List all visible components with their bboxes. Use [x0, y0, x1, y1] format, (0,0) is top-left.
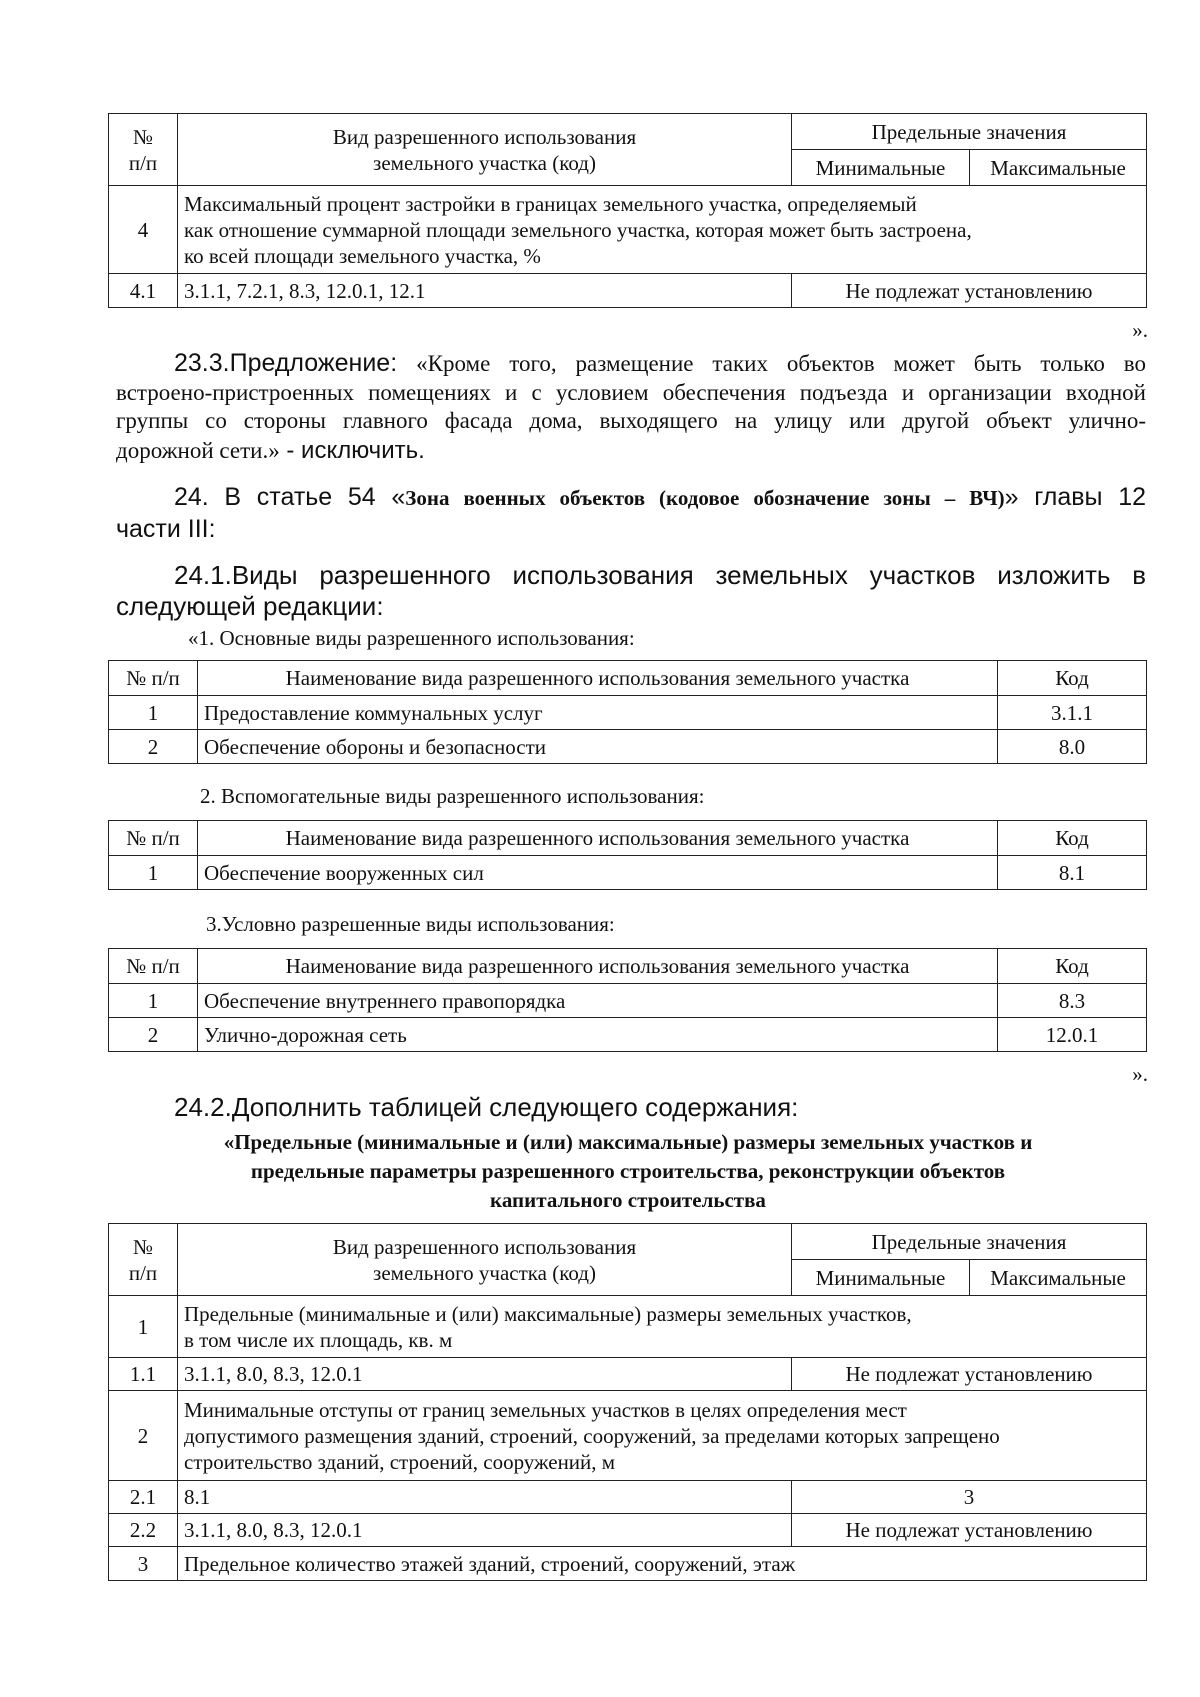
row-value: Не подлежат установлению	[792, 274, 1147, 308]
table-row: 1 Обеспечение вооруженных сил 8.1	[109, 856, 1147, 890]
section3-table	[108, 948, 1147, 1052]
paragraph-prefix: 23.3.Предложение:	[174, 349, 398, 377]
header-name: Наименование вида разрешенного использования земельного участка	[198, 821, 998, 856]
table-row: 2.1 8.1 3	[109, 1481, 1147, 1514]
table-row: 1.1 3.1.1, 8.0, 8.3, 12.0.1 Не подлежат установлению	[109, 1358, 1147, 1391]
limits-table-bottom	[108, 1223, 1147, 1581]
row-code: 3.1.1, 7.2.1, 8.3, 12.0.1, 12.1	[178, 274, 792, 308]
row-text: Максимальный процент застройки в границах земельного участка, определяемый как отношение суммарной площади земельного участка, которая может быть застроена, ко всей площади земельного участка, %	[178, 186, 1147, 274]
paragraph-23-3: 23.3.Предложение: «Кроме того, размещение таких объектов может быть только во встроено-пристроенных помещениях и с условием обеспечения подъезда и организации входной группы со стороны главного фасада дома, выходящего на улицу или другой объект улично- дорожной сети.» - исключить.	[116, 349, 1146, 464]
row-num: 4	[109, 186, 178, 274]
table-row	[109, 186, 1147, 274]
section2-table	[108, 820, 1147, 890]
table-row: 2 Улично-дорожная сеть 12.0.1	[109, 1018, 1147, 1052]
table-row: 1 Обеспечение внутреннего правопорядка 8.3	[109, 984, 1147, 1018]
header-code: Код	[998, 949, 1147, 984]
paragraph-24-1: 24.1.Виды разрешенного использования земельных участков изложить в следующей редакции:	[116, 560, 1146, 621]
header-min: Минимальные	[792, 1260, 970, 1296]
header-num: № п/п	[109, 114, 178, 186]
header-max: Максимальные	[970, 150, 1147, 186]
table-row	[109, 274, 1147, 308]
header-num: № п/п	[109, 821, 198, 856]
header-num: № п/п	[109, 661, 198, 696]
section1-table	[108, 660, 1147, 764]
close-quote: ».	[1132, 1062, 1148, 1086]
header-name: Наименование вида разрешенного использования земельного участка	[198, 661, 998, 696]
section3-title: 3.Условно разрешенные виды использования:	[206, 912, 615, 936]
row-num: 4.1	[109, 274, 178, 308]
table-row: 1 Предоставление коммунальных услуг 3.1.1	[109, 696, 1147, 730]
header-limits: Предельные значения	[792, 1224, 1147, 1260]
header-type: Вид разрешенного использования земельного участка (код)	[178, 114, 792, 186]
table-row: 2 Минимальные отступы от границ земельных участков в целях определения мест допустимого размещения зданий, строений, сооружений, за пределами которых запрещено строительство зданий, строений, сооружений, м	[109, 1391, 1147, 1481]
section1-title: «1. Основные виды разрешенного использования:	[188, 626, 635, 650]
header-name: Наименование вида разрешенного использования земельного участка	[198, 949, 998, 984]
header-min: Минимальные	[792, 150, 970, 186]
header-limits: Предельные значения	[792, 114, 1147, 150]
header-code: Код	[998, 821, 1147, 856]
header-max: Максимальные	[970, 1260, 1147, 1296]
bottom-table-title: «Предельные (минимальные и (или) максимальные) размеры земельных участков и предельные параметры разрешенного строительства, реконструкции объектов капитального строительства	[223, 1130, 1033, 1212]
limits-table-top	[108, 113, 1147, 308]
header-num: № п/п	[109, 1224, 178, 1296]
paragraph-24: 24. В статье 54 «Зона военных объектов (кодовое обозначение зоны – ВЧ)» главы 12 части III:	[116, 483, 1146, 543]
paragraph-24-2: 24.2.Дополнить таблицей следующего содержания:	[174, 1092, 799, 1122]
table-row: 1 Предельные (минимальные и (или) максимальные) размеры земельных участков, в том числе их площадь, кв. м	[109, 1296, 1147, 1358]
header-code: Код	[998, 661, 1147, 696]
table-row: 2 Обеспечение обороны и безопасности 8.0	[109, 730, 1147, 764]
table-row: 3 Предельное количество этажей зданий, строений, сооружений, этаж	[109, 1547, 1147, 1581]
header-num: № п/п	[109, 949, 198, 984]
header-type: Вид разрешенного использования земельного участка (код)	[178, 1224, 792, 1296]
section2-title: 2. Вспомогательные виды разрешенного использования:	[200, 784, 705, 808]
close-quote: ».	[1132, 318, 1148, 342]
table-row: 2.2 3.1.1, 8.0, 8.3, 12.0.1 Не подлежат установлению	[109, 1514, 1147, 1547]
